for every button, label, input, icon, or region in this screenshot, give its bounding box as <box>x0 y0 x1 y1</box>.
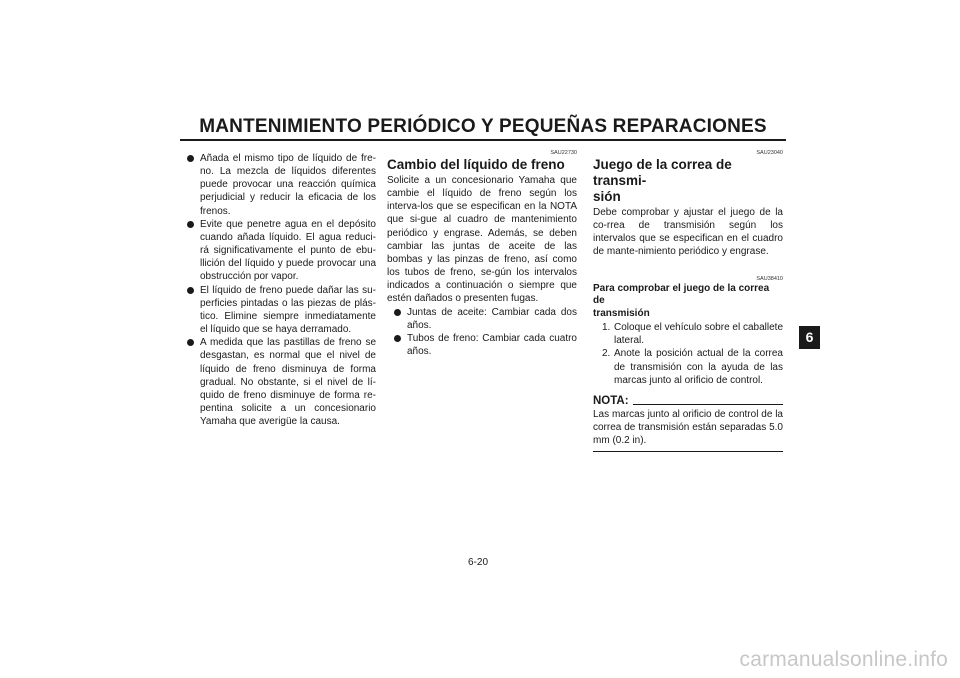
page-title: MANTENIMIENTO PERIÓDICO Y PEQUEÑAS REPARACIONES <box>199 116 767 137</box>
section-code: SAU22730 <box>550 150 577 156</box>
watermark: carmanualsonline.info <box>739 648 948 671</box>
note-label: NOTA: <box>593 394 629 407</box>
subsection-title-line: Para comprobar el juego de la correa de <box>593 282 770 307</box>
section-code: SAU23040 <box>756 150 783 156</box>
chapter-tab[interactable]: 6 <box>799 326 820 349</box>
step-number: 1. <box>602 322 611 334</box>
bullet-item <box>186 284 376 337</box>
bullet-item <box>186 218 376 284</box>
bullet-text: El líquido de freno puede dañar las su-perficies pintadas o las piezas de plás-tico. Elimine siempre inmediatamente el líquido que se haya derramado. <box>200 284 376 336</box>
column-3 <box>593 150 783 452</box>
step-list <box>593 321 783 387</box>
bullet-item <box>186 152 376 218</box>
section-body: Debe comprobar y ajustar el juego de la co-rrea de transmisión según los intervalos que se especifican en el cuadro de mante-nimiento periódico y engrase. <box>593 207 783 258</box>
bullet-icon <box>394 335 401 342</box>
section-title-line: Juego de la correa de transmi- <box>593 157 732 188</box>
section-title-line: sión <box>593 189 621 204</box>
step-text: Coloque el vehículo sobre el caballete lateral. <box>614 322 783 347</box>
bullet-text: Tubos de freno: Cambiar cada cuatro años. <box>407 332 577 358</box>
bullet-icon <box>187 339 194 346</box>
bullet-text: Añada el mismo tipo de líquido de fre-no. La mezcla de líquidos diferentes puede provocar una reacción química perjudicial y reducir la eficacia de los frenos. <box>200 153 376 217</box>
bullet-icon <box>187 287 194 294</box>
bullet-text: Evite que penetre agua en el depósito cuando añada líquido. El agua reduci-rá significativamente el punto de ebu-llición del líquido y puede provocar una obstrucción por vapor. <box>200 218 376 283</box>
bullet-item <box>393 306 577 332</box>
section-title <box>593 157 783 205</box>
column-1 <box>186 152 376 428</box>
column-2 <box>387 150 577 358</box>
section-title: Cambio del líquido de freno <box>387 157 565 172</box>
step-item <box>593 347 783 386</box>
section-code: SAU38410 <box>756 275 783 282</box>
bullet-icon <box>187 155 194 162</box>
bullet-item <box>393 332 577 358</box>
header-rule <box>180 139 786 141</box>
note-end-rule <box>593 451 783 452</box>
step-item <box>593 321 783 347</box>
note-body: Las marcas junto al orificio de control de la correa de transmisión están separadas 5.0 mm (0.2 in). <box>593 408 783 447</box>
step-number: 2. <box>602 348 611 360</box>
bullet-item <box>186 336 376 428</box>
bullet-text: Juntas de aceite: Cambiar cada dos años. <box>407 306 577 331</box>
page-number: 6-20 <box>467 557 488 568</box>
subsection-title <box>593 283 783 321</box>
bullet-text: A medida que las pastillas de freno se desgastan, es normal que el nivel de líquido de freno disminuya de forma gradual. No obstante, si el nivel de lí-quido de freno disminuye de forma re-pentina solicite a un concesionario Yamaha que averigüe la causa. <box>200 337 376 428</box>
section-body: Solicite a un concesionario Yamaha que cambie el líquido de freno según los interva-los que se especifican en la NOTA que si-gue al cuadro de mantenimiento periódico y engrase. Además, se deben cambiar las juntas de aceite de las bombas y las pinzas de freno, así como los tubos de freno, se-gún los intervalos indicados a continuación o siempre que estén dañados o presenten fugas. <box>387 175 577 305</box>
subsection-title-line: transmisión <box>593 307 650 319</box>
sub-bullet-list <box>387 306 577 359</box>
step-text: Anote la posición actual de la correa de transmisión con la ayuda de las marcas junto al orificio de control. <box>614 348 783 386</box>
bullet-icon <box>187 221 194 228</box>
note-header <box>593 395 783 408</box>
bullet-icon <box>394 309 401 316</box>
note-rule <box>633 404 783 405</box>
